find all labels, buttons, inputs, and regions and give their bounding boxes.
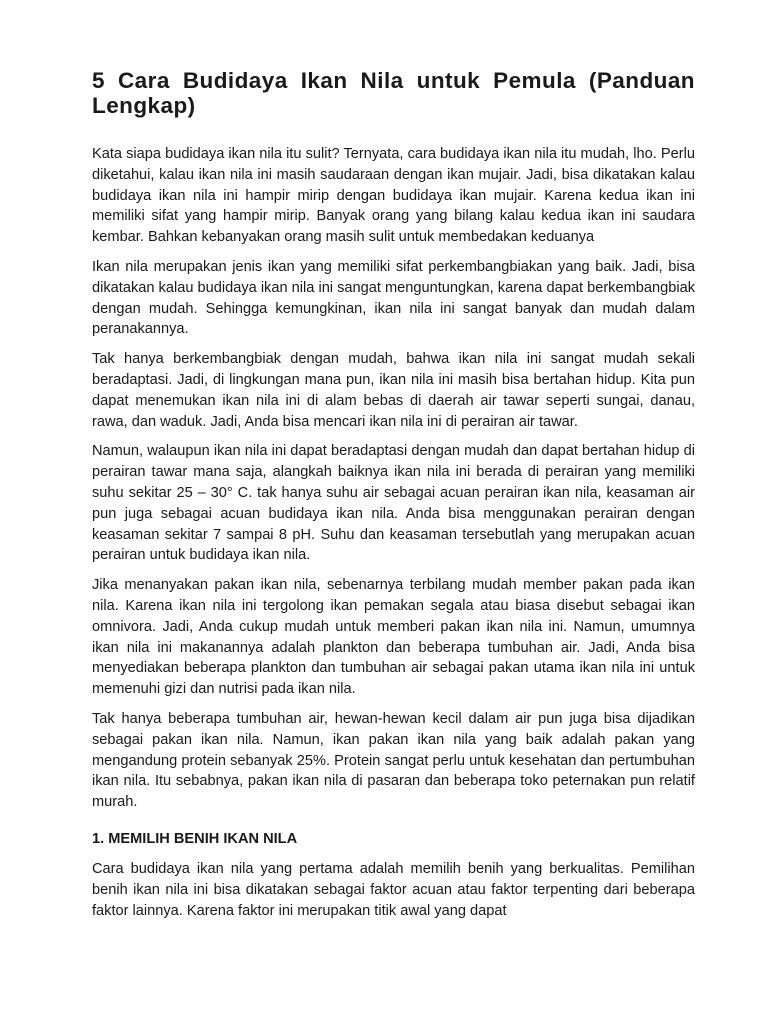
paragraph-intro: Kata siapa budidaya ikan nila itu sulit? Ternyata, cara budidaya ikan nila itu mudah, lho. Perlu diketahui, kalau ikan nila ini masih saudaraan dengan ikan mujair. Jadi, bisa dikatakan kalau budidaya ikan nila ini hampir mirip dengan budidaya ikan mujair. Karena kedua ikan ini memiliki sifat yang hampir mirip. Banyak orang yang bilang kalau kedua ikan ini saudara kembar. Bahkan kebanyakan orang masih sulit untuk membedakan keduanya — [92, 146, 695, 246]
section-heading-choose-seed: 1. MEMILIH BENIH IKAN NILA — [92, 830, 298, 847]
document-title: 5 Cara Budidaya Ikan Nila untuk Pemula (Panduan Lengkap) — [92, 68, 695, 118]
paragraph-adaptation: Tak hanya berkembangbiak dengan mudah, bahwa ikan nila ini sangat mudah sekali beradaptasi. Jadi, di lingkungan mana pun, ikan nila ini masih bisa bertahan hidup. Kita pun dapat menemukan ikan nila ini di alam bebas di daerah air tawar seperti sungai, danau, rawa, dan waduk. Jadi, Anda bisa mencari ikan nila ini di perairan air tawar. — [92, 351, 695, 430]
paragraph-breeding: Ikan nila merupakan jenis ikan yang memiliki sifat perkembangbiakan yang baik. Jadi, bisa dikatakan kalau budidaya ikan nila ini sangat menguntungkan, karena dapat berkembangbiak dengan mudah. Sehingga kemungkinan, ikan nila ini sangat banyak dan mudah dalam peranakannya. — [92, 258, 695, 338]
paragraph-feed: Jika menanyakan pakan ikan nila, sebenarnya terbilang mudah member pakan pada ikan nila. Karena ikan nila ini tergolong ikan pemakan segala atau biasa disebut sebagai ikan omnivora. Jadi, Anda cukup mudah untuk memberi pakan ikan nila ini. Namun, umumnya ikan nila ini makanannya adalah plankton dan beberapa tumbuhan air. Jadi, Anda bisa menyediakan beberapa plankton dan tumbuhan air sebagai pakan utama ikan nila ini untuk memenuhi gizi dan nutrisi pada ikan nila. — [92, 577, 695, 698]
document-body — [92, 68, 695, 930]
paragraph-water-conditions: Namun, walaupun ikan nila ini dapat beradaptasi dengan mudah dan dapat bertahan hidup di perairan tawar mana saja, alangkah baiknya ikan nila ini berada di perairan yang memiliki suhu sekitar 25 – 30° C. tak hanya suhu air sebagai acuan perairan ikan nila, keasaman air pun juga sebagai acuan budidaya ikan nila. Anda bisa menggunakan perairan dengan keasaman sekitar 7 sampai 8 pH. Suhu dan keasaman tersebutlah yang merupakan acuan perairan untuk budidaya ikan nila. — [92, 443, 695, 564]
paragraph-protein: Tak hanya beberapa tumbuhan air, hewan-hewan kecil dalam air pun juga bisa dijadikan sebagai pakan ikan nila. Namun, ikan pakan ikan nila yang baik adalah pakan yang mengandung protein sebanyak 25%. Protein sangat perlu untuk kesehatan dan pertumbuhan ikan nila. Itu sebabnya, pakan ikan nila di pasaran dan beberapa toko peternakan pun relatif murah. — [92, 710, 695, 811]
paragraph-choose-seed: Cara budidaya ikan nila yang pertama adalah memilih benih yang berkualitas. Pemilihan benih ikan nila ini bisa dikatakan sebagai faktor acuan atau faktor terpenting dari beberapa faktor lainnya. Karena faktor ini merupakan titik awal yang dapat — [92, 860, 695, 919]
